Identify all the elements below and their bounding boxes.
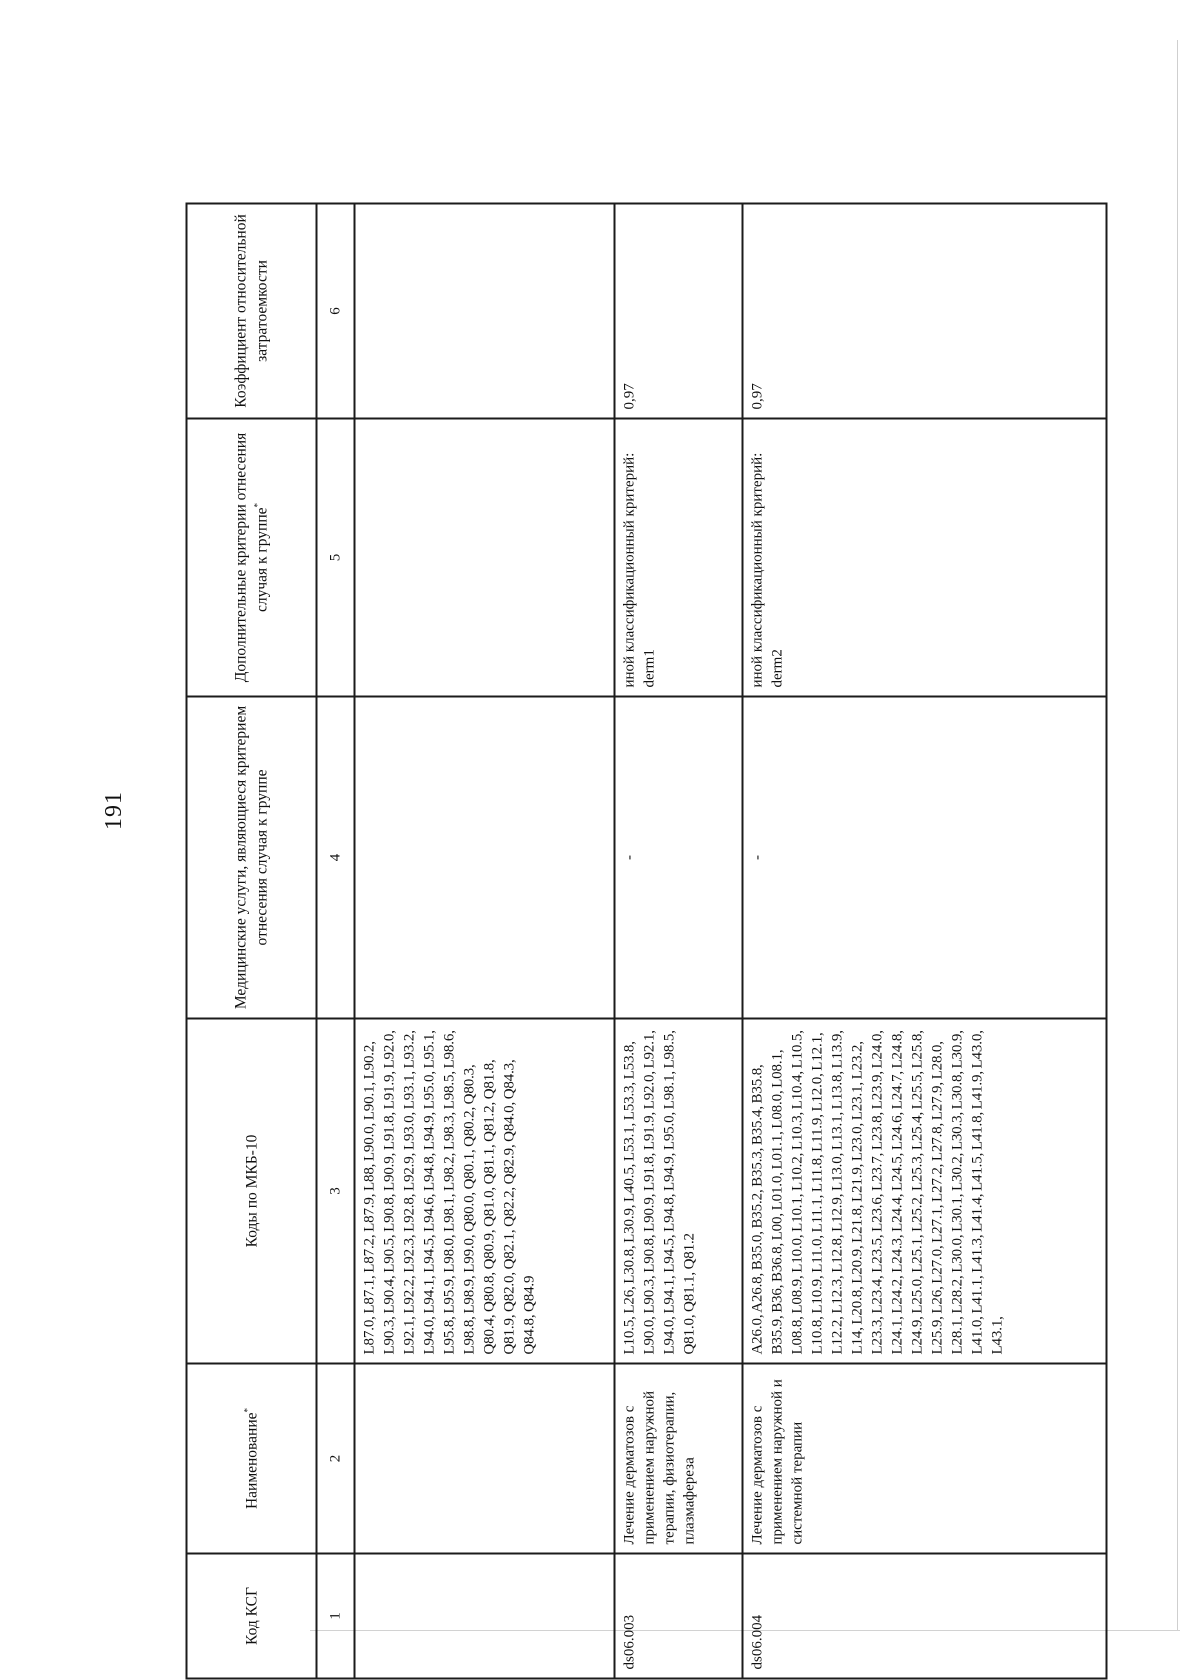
row-services-value: - [621, 855, 637, 860]
row-coef: 0,97 [614, 204, 742, 419]
header-name: Наименование [242, 1412, 260, 1510]
table-row [354, 204, 614, 1679]
row-services-value: - [749, 855, 765, 860]
row-services [742, 697, 1106, 1019]
header-mkb-cell [186, 1019, 316, 1364]
header-row [186, 204, 316, 1679]
row-coef [354, 204, 614, 419]
row-code: ds06.003 [614, 1554, 742, 1679]
row-criteria [354, 419, 614, 697]
page-number [94, 780, 134, 840]
header-code: Код КСГ [242, 1587, 260, 1645]
row-name [354, 1364, 614, 1554]
row-mkb-codes: A26.0, A26.8, B35.0, B35.2, B35.3, B35.4, B35.8, B35.9, B36, B36.8, L00, L01.0, L01.1, L08.0, L08.1, L08.8, L08.9, L10.0, L10.1, L10.2, L10.3, L10.4, L10.5, L10.8, L10.9, L11.0, L11.1, L11.8, L11.9, L12.0, L12.1, L12.2, L12.3, L12.8, L12.9, L13.0, L13.1, L13.8, L13.9, L14, L20.8, L20.9, L21.8, L21.9, L23.0, L23.1, L23.2, L23.3, L23.4, L23.5, L23.6, L23.7, L23.8, L23.9, L24.0, L24.1, L24.2, L24.3, L24.4, L24.5, L24.6, L24.7, L24.8, L24.9, L25.0, L25.1, L25.2, L25.3, L25.4, L25.5, L25.8, L25.9, L26, L27.0, L27.1, L27.2, L27.8, L27.9, L28.0, L28.1, L28.2, L30.0, L30.1, L30.2, L30.3, L30.8, L30.9, L41.0, L41.1, L41.3, L41.4, L41.5, L41.8, L41.9, L43.0, L43.1, [742, 1019, 1106, 1364]
header-coef-cell [186, 204, 316, 419]
header-code-cell [186, 1554, 316, 1679]
row-code [354, 1554, 614, 1679]
table-row [742, 204, 1106, 1679]
column-number-4: 4 [316, 697, 354, 1019]
row-criteria: иной классификационный критерий: derm2 [742, 419, 1106, 697]
row-criteria: иной классификационный критерий: derm1 [614, 419, 742, 697]
column-number-5: 5 [316, 419, 354, 697]
column-number-3: 3 [316, 1019, 354, 1364]
column-number-row [316, 204, 354, 1679]
header-services-cell [186, 697, 316, 1019]
column-number-2: 2 [316, 1364, 354, 1554]
header-coef: Коэффициент относительной затратоемкости [232, 214, 270, 408]
row-services [614, 697, 742, 1019]
header-name-mark: * [241, 1407, 252, 1413]
row-name: Лечение дерматозов с применением наружной терапии, физиотерапии, плазмафереза [614, 1364, 742, 1554]
rotated-table-wrapper [185, 205, 1105, 1680]
ksg-table [185, 203, 1107, 1680]
header-criteria-mark: * [251, 502, 262, 508]
header-mkb: Коды по МКБ-10 [242, 1134, 260, 1248]
row-mkb-codes: L87.0, L87.1, L87.2, L87.9, L88, L90.0, L90.1, L90.2, L90.3, L90.4, L90.5, L90.8, L90.9, L91.8, L91.9, L92.0, L92.1, L92.2, L92.3, L92.8, L92.9, L93.0, L93.1, L93.2, L94.0, L94.1, L94.5, L94.6, L94.8, L94.9, L95.0, L95.1, L95.8, L95.9, L98.0, L98.1, L98.2, L98.3, L98.5, L98.6, L98.8, L98.9, L99.0, Q80.0, Q80.1, Q80.2, Q80.3, Q80.4, Q80.8, Q80.9, Q81.0, Q81.1, Q81.2, Q81.8, Q81.9, Q82.0, Q82.1, Q82.2, Q82.9, Q84.0, Q84.3, Q84.8, Q84.9 [354, 1019, 614, 1364]
header-criteria-cell [186, 419, 316, 697]
row-code: ds06.004 [742, 1554, 1106, 1679]
header-services: Медицинские услуги, являющиеся критерием отнесения случая к группе [232, 705, 270, 1010]
row-mkb-codes: L10.5, L26, L30.8, L30.9, L40.5, L53.1, L53.3, L53.8, L90.0, L90.3, L90.8, L90.9, L91.8, L91.9, L92.0, L92.1, L94.0, L94.1, L94.5, L94.8, L94.9, L95.0, L98.1, L98.5, Q81.0, Q81.1, Q81.2 [614, 1019, 742, 1364]
page-edge-right [1177, 40, 1178, 1630]
column-number-1: 1 [316, 1554, 354, 1679]
row-name: Лечение дерматозов с применением наружной и системной терапии [742, 1364, 1106, 1554]
row-coef: 0,97 [742, 204, 1106, 419]
header-criteria: Дополнительные критерии отнесения случая к группе [232, 432, 270, 683]
table-row [614, 204, 742, 1679]
row-services [354, 697, 614, 1019]
page-number-text: 191 [100, 790, 127, 830]
column-number-6: 6 [316, 204, 354, 419]
header-name-cell [186, 1364, 316, 1554]
